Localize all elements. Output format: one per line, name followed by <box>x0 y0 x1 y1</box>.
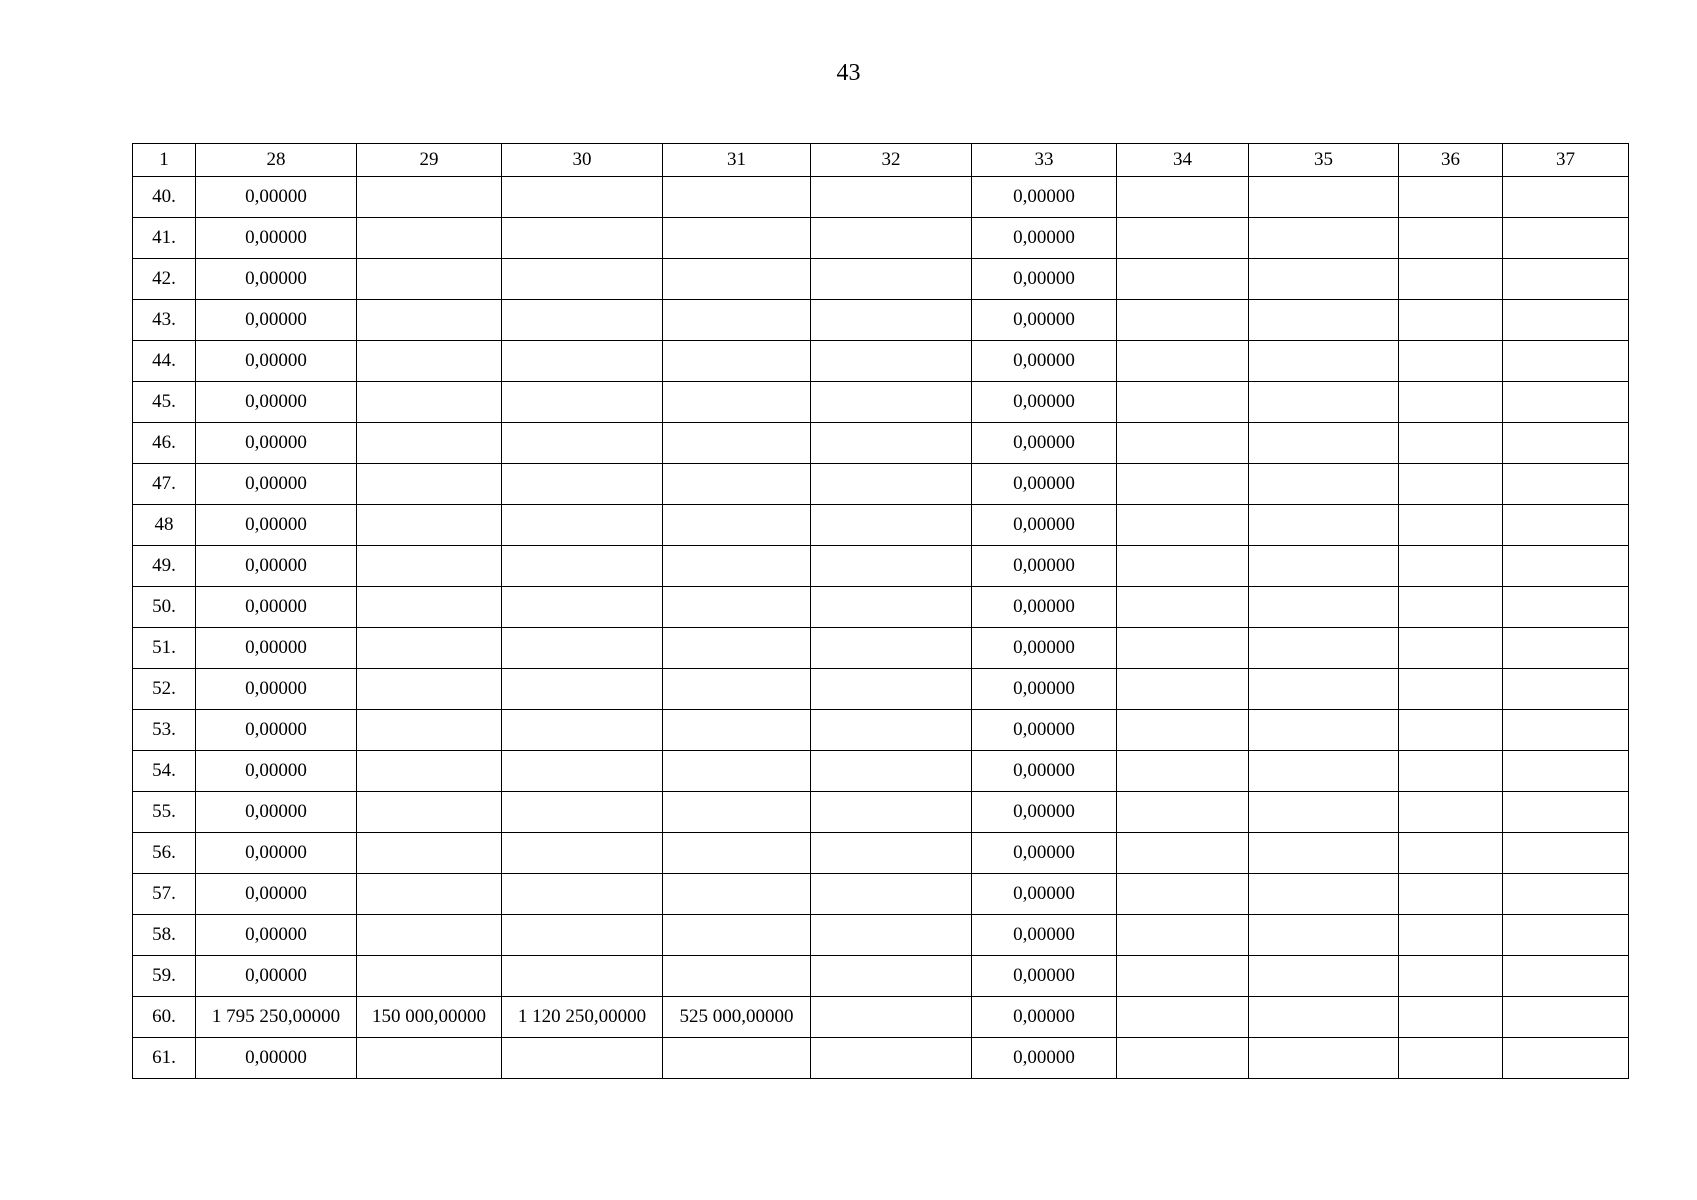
table-cell: 0,00000 <box>196 300 357 341</box>
table-cell: 0,00000 <box>972 587 1117 628</box>
table-cell <box>357 956 502 997</box>
table-cell <box>1399 874 1503 915</box>
table-row <box>133 1038 1629 1079</box>
table-cell <box>1117 915 1249 956</box>
table-cell <box>811 628 972 669</box>
table-cell <box>663 710 811 751</box>
table-cell <box>1249 177 1399 218</box>
table-cell <box>357 300 502 341</box>
column-header: 1 <box>133 144 196 177</box>
table-cell: 1 120 250,00000 <box>502 997 663 1038</box>
column-header: 31 <box>663 144 811 177</box>
table-cell <box>357 259 502 300</box>
table-cell: 0,00000 <box>972 710 1117 751</box>
table-cell <box>1503 464 1629 505</box>
table-cell: 0,00000 <box>196 956 357 997</box>
table-cell <box>1117 628 1249 669</box>
table-cell <box>1399 833 1503 874</box>
table-cell: 1 795 250,00000 <box>196 997 357 1038</box>
row-number-cell: 59. <box>133 956 196 997</box>
row-number-cell: 46. <box>133 423 196 464</box>
table-row <box>133 464 1629 505</box>
row-number-cell: 49. <box>133 546 196 587</box>
table-cell <box>811 669 972 710</box>
table-cell <box>1503 177 1629 218</box>
table-cell <box>357 464 502 505</box>
row-number-cell: 53. <box>133 710 196 751</box>
table-cell <box>357 587 502 628</box>
table-cell <box>663 464 811 505</box>
table-cell: 0,00000 <box>972 792 1117 833</box>
table-cell <box>663 341 811 382</box>
table-cell <box>1249 423 1399 464</box>
table-cell <box>811 874 972 915</box>
table-cell: 0,00000 <box>972 546 1117 587</box>
table-cell <box>1117 587 1249 628</box>
table-cell <box>1503 915 1629 956</box>
table-cell <box>663 505 811 546</box>
table-cell <box>1503 628 1629 669</box>
table-cell <box>1249 505 1399 546</box>
table-cell <box>1117 956 1249 997</box>
table-cell <box>663 546 811 587</box>
table-cell <box>663 382 811 423</box>
table-cell <box>1399 546 1503 587</box>
table-cell <box>502 505 663 546</box>
table-row <box>133 956 1629 997</box>
table-cell <box>1117 464 1249 505</box>
table-cell <box>1249 259 1399 300</box>
table-cell <box>1503 669 1629 710</box>
table-cell <box>1399 1038 1503 1079</box>
table-cell <box>1503 546 1629 587</box>
table-cell <box>663 751 811 792</box>
table-cell <box>502 546 663 587</box>
table-cell <box>1399 751 1503 792</box>
table-cell: 150 000,00000 <box>357 997 502 1038</box>
table-cell: 0,00000 <box>196 177 357 218</box>
table-row <box>133 177 1629 218</box>
table-cell <box>1399 218 1503 259</box>
table-cell <box>357 710 502 751</box>
table-cell: 0,00000 <box>972 300 1117 341</box>
table-cell <box>1117 1038 1249 1079</box>
table-cell: 0,00000 <box>972 997 1117 1038</box>
row-number-cell: 55. <box>133 792 196 833</box>
table-cell <box>663 956 811 997</box>
table-cell <box>663 218 811 259</box>
table-cell <box>811 546 972 587</box>
column-header: 33 <box>972 144 1117 177</box>
table-cell <box>1503 587 1629 628</box>
table-cell <box>357 792 502 833</box>
table-cell <box>502 300 663 341</box>
table-cell <box>1503 423 1629 464</box>
page-number: 43 <box>836 60 861 86</box>
table-row <box>133 915 1629 956</box>
table-cell <box>357 915 502 956</box>
table-row <box>133 792 1629 833</box>
table-cell <box>1503 341 1629 382</box>
table-cell <box>502 874 663 915</box>
table-cell <box>663 1038 811 1079</box>
table-cell <box>811 1038 972 1079</box>
table-row <box>133 587 1629 628</box>
table-cell <box>1399 464 1503 505</box>
table-cell: 0,00000 <box>972 915 1117 956</box>
table-cell <box>1399 628 1503 669</box>
table-cell <box>502 751 663 792</box>
table-cell <box>357 423 502 464</box>
table-cell <box>1249 464 1399 505</box>
table-header-row <box>133 144 1629 177</box>
table-cell <box>1399 505 1503 546</box>
table-cell <box>1503 300 1629 341</box>
table-cell <box>357 341 502 382</box>
column-header: 28 <box>196 144 357 177</box>
table-cell <box>502 1038 663 1079</box>
column-header: 37 <box>1503 144 1629 177</box>
table-body <box>133 177 1629 1079</box>
table-cell <box>1117 792 1249 833</box>
table-cell <box>1249 997 1399 1038</box>
table-cell <box>1117 751 1249 792</box>
table-row <box>133 997 1629 1038</box>
table-cell <box>663 833 811 874</box>
table-cell <box>1249 956 1399 997</box>
table-cell <box>1117 341 1249 382</box>
table-cell <box>1249 915 1399 956</box>
row-number-cell: 54. <box>133 751 196 792</box>
table-cell <box>1399 341 1503 382</box>
table-cell: 0,00000 <box>972 751 1117 792</box>
table-cell <box>1503 710 1629 751</box>
column-header: 35 <box>1249 144 1399 177</box>
row-number-cell: 58. <box>133 915 196 956</box>
table-cell <box>663 669 811 710</box>
table-row <box>133 669 1629 710</box>
table-cell: 0,00000 <box>972 1038 1117 1079</box>
row-number-cell: 41. <box>133 218 196 259</box>
table-cell <box>1249 628 1399 669</box>
table-cell <box>663 628 811 669</box>
table-cell <box>1399 915 1503 956</box>
table-cell <box>1249 300 1399 341</box>
table-cell <box>357 177 502 218</box>
table-cell <box>663 874 811 915</box>
table-cell <box>1249 792 1399 833</box>
table-cell <box>811 464 972 505</box>
table-row <box>133 423 1629 464</box>
table-cell: 0,00000 <box>196 423 357 464</box>
row-number-cell: 50. <box>133 587 196 628</box>
table-cell <box>811 218 972 259</box>
table-cell <box>663 423 811 464</box>
table-cell <box>502 669 663 710</box>
row-number-cell: 47. <box>133 464 196 505</box>
table-cell <box>1503 1038 1629 1079</box>
table-cell <box>1249 874 1399 915</box>
table-cell: 0,00000 <box>972 341 1117 382</box>
table-cell: 0,00000 <box>972 259 1117 300</box>
table-cell <box>502 956 663 997</box>
table-cell: 0,00000 <box>972 956 1117 997</box>
table-cell: 0,00000 <box>196 505 357 546</box>
table-cell <box>1117 382 1249 423</box>
table-cell: 0,00000 <box>196 1038 357 1079</box>
table-cell <box>1249 382 1399 423</box>
row-number-cell: 43. <box>133 300 196 341</box>
row-number-cell: 57. <box>133 874 196 915</box>
table-cell <box>1249 587 1399 628</box>
table-cell <box>811 792 972 833</box>
table-cell: 0,00000 <box>972 177 1117 218</box>
table-cell: 0,00000 <box>196 751 357 792</box>
table-cell <box>1249 341 1399 382</box>
table-cell <box>1249 218 1399 259</box>
table-cell <box>357 751 502 792</box>
table-cell <box>1117 259 1249 300</box>
table-cell: 525 000,00000 <box>663 997 811 1038</box>
table-cell: 0,00000 <box>196 341 357 382</box>
table-cell <box>1117 669 1249 710</box>
table-row <box>133 546 1629 587</box>
table-cell <box>1399 997 1503 1038</box>
table-row <box>133 874 1629 915</box>
table-cell <box>663 177 811 218</box>
table-cell: 0,00000 <box>196 874 357 915</box>
table-cell: 0,00000 <box>972 218 1117 259</box>
table-cell: 0,00000 <box>972 874 1117 915</box>
table-cell <box>663 915 811 956</box>
row-number-cell: 56. <box>133 833 196 874</box>
table-cell <box>811 505 972 546</box>
row-number-cell: 40. <box>133 177 196 218</box>
table-cell <box>357 382 502 423</box>
table-cell <box>811 341 972 382</box>
table-cell <box>502 382 663 423</box>
table-cell <box>663 792 811 833</box>
table-row <box>133 218 1629 259</box>
table-cell <box>502 218 663 259</box>
table-cell <box>1399 710 1503 751</box>
column-header: 36 <box>1399 144 1503 177</box>
table-cell <box>1503 751 1629 792</box>
table-cell <box>1117 874 1249 915</box>
table-cell: 0,00000 <box>196 587 357 628</box>
table-cell <box>1503 792 1629 833</box>
row-number-cell: 44. <box>133 341 196 382</box>
table-cell: 0,00000 <box>196 628 357 669</box>
table-cell <box>1503 259 1629 300</box>
table-cell: 0,00000 <box>196 546 357 587</box>
table-cell <box>811 833 972 874</box>
row-number-cell: 45. <box>133 382 196 423</box>
row-number-cell: 61. <box>133 1038 196 1079</box>
table-cell <box>1399 587 1503 628</box>
table-row <box>133 259 1629 300</box>
table-cell <box>1503 505 1629 546</box>
column-header: 29 <box>357 144 502 177</box>
column-header: 34 <box>1117 144 1249 177</box>
table-cell <box>502 628 663 669</box>
table-cell: 0,00000 <box>972 382 1117 423</box>
data-table <box>132 143 1629 1079</box>
table-cell <box>1399 423 1503 464</box>
table-cell <box>1249 833 1399 874</box>
table-row <box>133 751 1629 792</box>
table-cell <box>1117 710 1249 751</box>
table-cell <box>502 915 663 956</box>
table-cell <box>1117 300 1249 341</box>
table-cell <box>811 587 972 628</box>
table-cell <box>502 341 663 382</box>
table-cell <box>1249 751 1399 792</box>
table-cell: 0,00000 <box>196 259 357 300</box>
table-cell: 0,00000 <box>972 505 1117 546</box>
column-header: 32 <box>811 144 972 177</box>
table-cell <box>1503 874 1629 915</box>
table-row <box>133 382 1629 423</box>
table-row <box>133 833 1629 874</box>
table-cell <box>357 628 502 669</box>
table-cell <box>502 423 663 464</box>
table-cell <box>502 792 663 833</box>
table-cell: 0,00000 <box>196 382 357 423</box>
table-cell <box>1117 218 1249 259</box>
table-cell: 0,00000 <box>196 669 357 710</box>
table-cell <box>663 300 811 341</box>
table-cell <box>1399 669 1503 710</box>
table-cell <box>811 710 972 751</box>
table-cell <box>811 177 972 218</box>
table-cell <box>357 669 502 710</box>
table-cell <box>663 587 811 628</box>
table-cell <box>663 259 811 300</box>
table-row <box>133 300 1629 341</box>
table-cell <box>1249 1038 1399 1079</box>
table-cell <box>502 587 663 628</box>
table-cell: 0,00000 <box>196 218 357 259</box>
row-number-cell: 60. <box>133 997 196 1038</box>
table-cell <box>1399 956 1503 997</box>
table-row <box>133 628 1629 669</box>
table-cell: 0,00000 <box>196 792 357 833</box>
table-cell <box>357 546 502 587</box>
table-cell: 0,00000 <box>196 710 357 751</box>
table-cell <box>1117 997 1249 1038</box>
table-cell <box>357 505 502 546</box>
table-cell: 0,00000 <box>196 464 357 505</box>
row-number-cell: 52. <box>133 669 196 710</box>
table-cell <box>502 833 663 874</box>
table-cell <box>1117 423 1249 464</box>
table-cell <box>357 218 502 259</box>
table-cell <box>811 997 972 1038</box>
table-cell <box>1117 505 1249 546</box>
table-cell <box>357 874 502 915</box>
table-cell: 0,00000 <box>972 423 1117 464</box>
table-cell <box>357 833 502 874</box>
table-cell <box>502 464 663 505</box>
table-cell <box>1117 833 1249 874</box>
row-number-cell: 51. <box>133 628 196 669</box>
table-cell <box>1399 300 1503 341</box>
table-cell <box>1399 792 1503 833</box>
table-cell <box>357 1038 502 1079</box>
table-cell: 0,00000 <box>196 915 357 956</box>
table-cell <box>1503 997 1629 1038</box>
table-cell <box>811 423 972 464</box>
column-header: 30 <box>502 144 663 177</box>
table-cell <box>811 956 972 997</box>
row-number-cell: 48 <box>133 505 196 546</box>
table-cell <box>1503 218 1629 259</box>
table-cell <box>811 300 972 341</box>
row-number-cell: 42. <box>133 259 196 300</box>
table-cell <box>1399 259 1503 300</box>
table-cell <box>811 915 972 956</box>
table-cell <box>1503 956 1629 997</box>
table-cell <box>1249 546 1399 587</box>
table-cell: 0,00000 <box>196 833 357 874</box>
table-cell <box>811 259 972 300</box>
table-cell <box>502 177 663 218</box>
table-cell <box>1399 382 1503 423</box>
table-cell: 0,00000 <box>972 628 1117 669</box>
table-cell <box>1503 833 1629 874</box>
table-row <box>133 505 1629 546</box>
table-cell <box>811 751 972 792</box>
table-cell <box>811 382 972 423</box>
table-cell: 0,00000 <box>972 669 1117 710</box>
table-cell <box>502 710 663 751</box>
table-cell <box>1249 669 1399 710</box>
table-cell: 0,00000 <box>972 464 1117 505</box>
table-cell <box>502 259 663 300</box>
table-cell <box>1503 382 1629 423</box>
table-cell <box>1117 546 1249 587</box>
table-cell: 0,00000 <box>972 833 1117 874</box>
table-row <box>133 710 1629 751</box>
table-cell <box>1117 177 1249 218</box>
table-row <box>133 341 1629 382</box>
table-cell <box>1249 710 1399 751</box>
table-cell <box>1399 177 1503 218</box>
